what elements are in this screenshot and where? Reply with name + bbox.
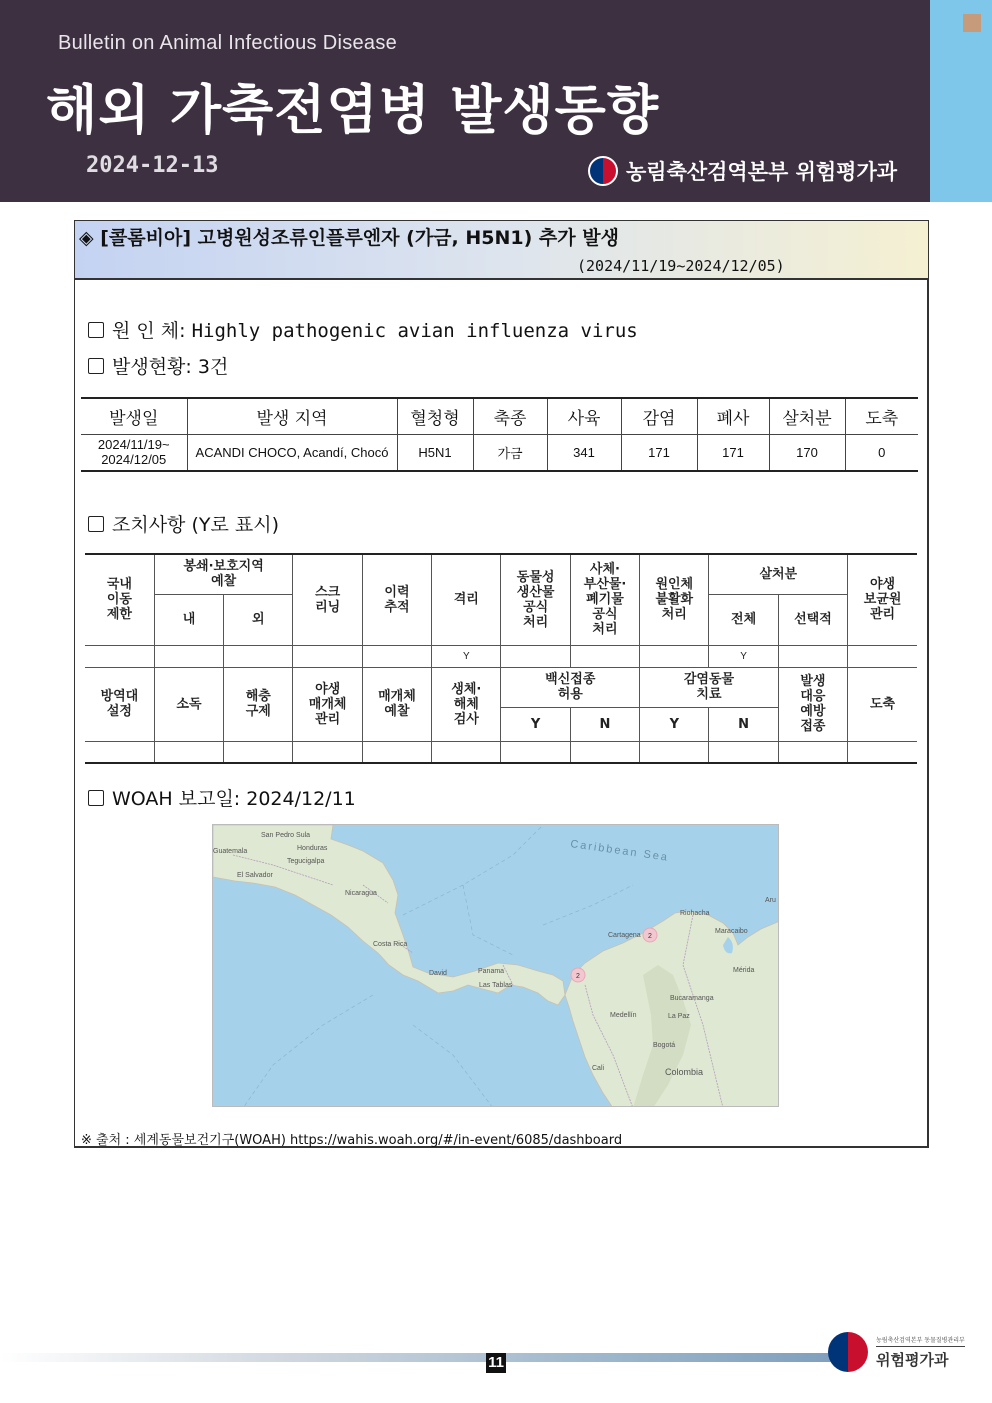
footer-logo (828, 1332, 965, 1372)
zone-in-cell: 내 (154, 594, 223, 645)
outbreak-date-cell (81, 434, 187, 471)
report-title-bar (75, 221, 928, 280)
taeguk-logo-icon (588, 156, 618, 186)
dead-cell: 171 (697, 434, 769, 471)
bulletin-subtitle: Bulletin on Animal Infectious Disease (58, 32, 398, 54)
col-header: 감염 (621, 398, 697, 434)
disinfection-cell: 소독 (154, 667, 223, 741)
slaughtered-cell: 0 (845, 434, 918, 471)
header-org (588, 156, 897, 186)
col-header: 발생일 (81, 398, 187, 434)
col-header: 축종 (473, 398, 547, 434)
zone-out-cell: 외 (224, 594, 293, 645)
measures-table (85, 553, 917, 764)
map-label-colombia: Colombia (665, 1067, 704, 1077)
map-label-aruba: Aru (765, 897, 776, 904)
report-period: (2024/11/19~2024/12/05) (577, 257, 785, 275)
cluster-count: 2 (576, 973, 580, 980)
map-label-honduras: Honduras (297, 845, 328, 852)
slaughter-cell: 도축 (848, 667, 917, 741)
serotype-cell: H5N1 (397, 434, 473, 471)
vac-n-cell: N (570, 707, 639, 741)
header-band (0, 0, 930, 202)
cull-all-mark: Y (709, 645, 778, 667)
pathogen-inactivation-cell: 원인체 불활화 처리 (640, 554, 709, 645)
map-label-las-tablas: Las Tablas (479, 982, 513, 989)
zone-watch-cell: 봉쇄·보호지역 예찰 (154, 554, 293, 594)
map-label-bogota: Bogotá (653, 1042, 676, 1049)
table-row (81, 434, 918, 471)
cluster-marker[interactable] (571, 968, 585, 982)
map-label-la-paz: La Paz (668, 1013, 690, 1020)
screening-cell: 스크 리닝 (293, 554, 362, 645)
map-label-cali: Cali (592, 1065, 605, 1072)
cull-all-cell: 전체 (709, 594, 778, 645)
pest-control-cell: 해충 구제 (224, 667, 293, 741)
wildlife-reservoir-cell: 야생 보균원 관리 (848, 554, 917, 645)
checkbox-square-icon (88, 790, 104, 806)
vac-y-cell: Y (501, 707, 570, 741)
measures-mark-row-2 (85, 741, 917, 763)
taeguk-logo-icon (828, 1332, 868, 1372)
col-header: 혈청형 (397, 398, 473, 434)
quarantine-cell: 격리 (432, 554, 501, 645)
woah-line (88, 784, 356, 811)
map-label-merida: Mérida (733, 967, 755, 974)
header-org-label: 농림축산검역본부 위험평가과 (626, 160, 898, 184)
zoning-cell: 방역대 설정 (85, 667, 154, 741)
map-label-panama: Panama (478, 968, 505, 975)
cluster-marker[interactable] (643, 928, 657, 942)
map-label-riohacha: Riohacha (680, 910, 710, 917)
outbreak-table-header (81, 398, 918, 434)
measures-header-row-3 (85, 667, 917, 707)
footer-org-small: 농림축산검역본부 동물질병관리부 (876, 1335, 965, 1347)
map-label-tegucigalpa: Tegucigalpa (287, 858, 325, 865)
date-end: 2024/12/05 (101, 452, 167, 468)
footer-line (0, 1353, 840, 1362)
vector-watch-cell: 매개체 예찰 (362, 667, 431, 741)
infected-cell: 171 (621, 434, 697, 471)
preventive-vac-cell: 발생 대응 예방 접종 (778, 667, 847, 741)
map-label-costa-rica: Costa Rica (373, 941, 408, 948)
page-number: 11 (486, 1353, 506, 1373)
outbreak-table (81, 397, 918, 472)
count-value: 3건 (197, 356, 229, 378)
count-label: 발생현황: (112, 356, 198, 378)
page-title: 해외 가축전염병 발생동향 (46, 80, 660, 141)
map-label-el-salvador: El Salvador (237, 872, 273, 879)
col-header: 폐사 (697, 398, 769, 434)
species-cell: 가금 (473, 434, 547, 471)
woah-report-date: WOAH 보고일: 2024/12/11 (112, 788, 356, 810)
map-label-maracaibo: Maracaibo (715, 928, 748, 935)
map-label-cartagena: Cartagena (608, 932, 641, 939)
side-accent-strip (930, 0, 992, 202)
outbreak-map[interactable] (212, 824, 779, 1107)
measures-label: 조치사항 (Y로 표시) (112, 514, 279, 536)
col-header: 발생 지역 (187, 398, 397, 434)
map-label-medellin: Medellín (610, 1012, 637, 1019)
treat-y-cell: Y (640, 707, 709, 741)
raised-cell: 341 (547, 434, 621, 471)
domestic-movement-cell: 국내 이동 제한 (85, 554, 154, 645)
central-america-land (213, 825, 565, 1005)
checkbox-square-icon (88, 322, 104, 338)
quarantine-mark: Y (432, 645, 501, 667)
agent-value: Highly pathogenic avian influenza virus (191, 320, 638, 342)
traceback-cell: 이력 추적 (362, 554, 431, 645)
col-header: 도축 (845, 398, 918, 434)
map-label-guatemala: Guatemala (213, 848, 248, 855)
treat-n-cell: N (709, 707, 778, 741)
source-note: ※ 출처 : 세계동물보건기구(WOAH) https://wahis.woah.org/#/in-event/6085/dashboard (81, 1133, 623, 1148)
agent-line (88, 316, 638, 343)
vaccination-cell: 백신접종 허용 (501, 667, 640, 707)
carcass-cell: 사체· 부산물· 폐기물 공식 처리 (570, 554, 639, 645)
checkbox-square-icon (88, 358, 104, 374)
map-label-caribbean-sea: Caribbean Sea (569, 838, 670, 864)
live-dead-test-cell: 생체· 해체 검사 (432, 667, 501, 741)
date-start: 2024/11/19~ (97, 437, 170, 453)
wild-vector-cell: 야생 매개체 관리 (293, 667, 362, 741)
map-label-david: David (429, 970, 447, 977)
report-title: ◈ [콜롬비아] 고병원성조류인플루엔자 (가금, H5N1) 추가 발생 (79, 227, 619, 249)
animal-products-cell: 동물성 생산물 공식 처리 (501, 554, 570, 645)
footer-org-big: 위험평가과 (876, 1350, 949, 1369)
col-header: 살처분 (769, 398, 845, 434)
culled-cell: 170 (769, 434, 845, 471)
region-cell: ACANDI CHOCO, Acandí, Chocó (187, 434, 397, 471)
map-svg (213, 825, 779, 1107)
cluster-count: 2 (648, 933, 652, 940)
bulletin-date: 2024-12-13 (86, 153, 219, 178)
measures-header-row-1 (85, 554, 917, 594)
count-line (88, 352, 228, 379)
cull-selective-cell: 선택적 (778, 594, 847, 645)
measures-mark-row-1 (85, 645, 917, 667)
measures-line (88, 510, 279, 537)
map-label-san-pedro-sula: San Pedro Sula (261, 832, 311, 839)
checkbox-square-icon (88, 516, 104, 532)
side-accent-square (963, 14, 981, 32)
agent-label: 원 인 체: (112, 320, 192, 342)
col-header: 사육 (547, 398, 621, 434)
map-label-nicaragua: Nicaragua (345, 890, 377, 897)
map-label-bucaramanga: Bucaramanga (670, 995, 714, 1002)
treatment-cell: 감염동물 치료 (640, 667, 779, 707)
culling-cell: 살처분 (709, 554, 848, 594)
